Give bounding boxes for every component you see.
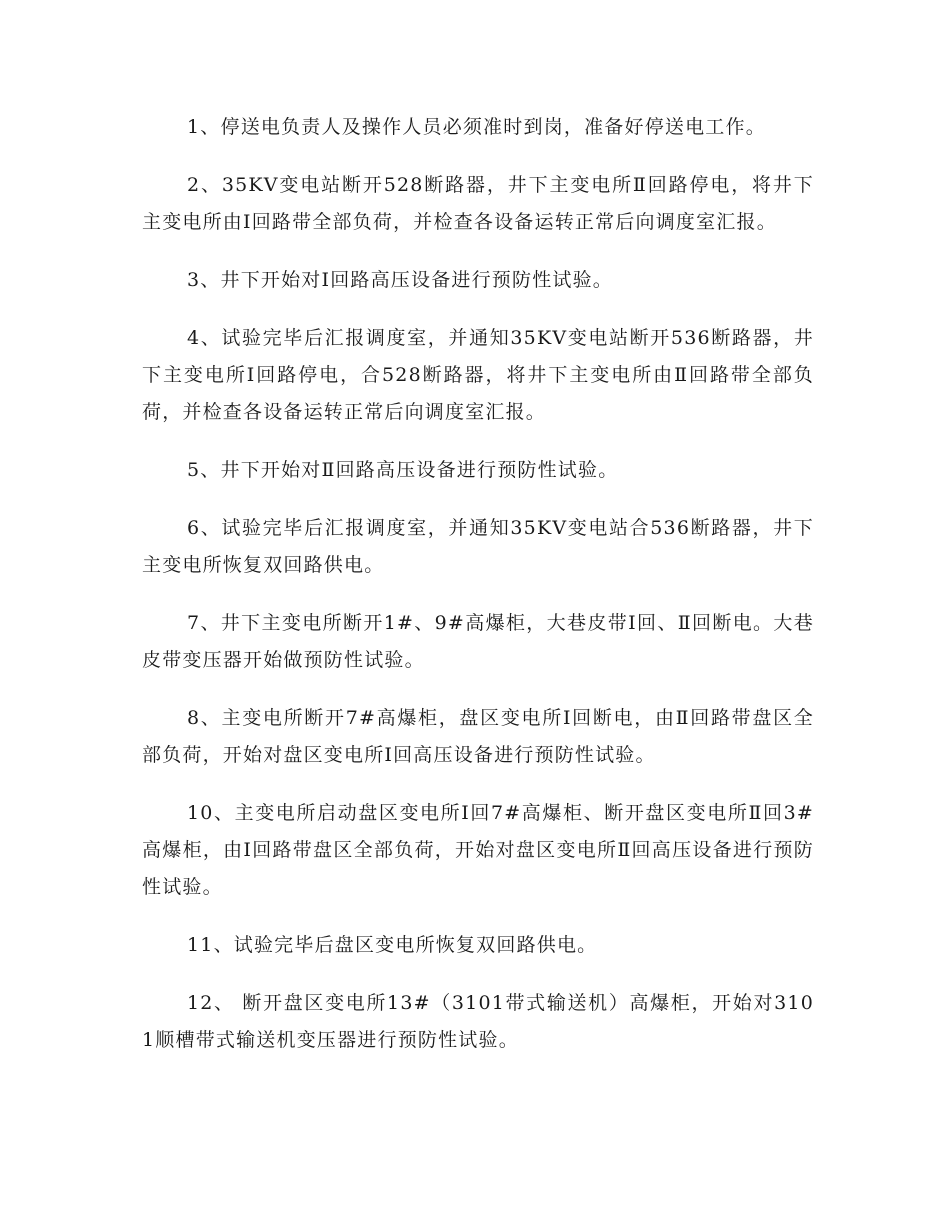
paragraph-2: 2、35KV变电站断开528断路器，井下主变电所Ⅱ回路停电，将井下主变电所由Ⅰ回路带全部负荷，并检查各设备运转正常后向调度室汇报。 [142,174,814,233]
paragraph-5: 5、井下开始对Ⅱ回路高压设备进行预防性试验。 [187,459,619,481]
paragraph-12: 12、 断开盘区变电所13#（3101带式输送机）高爆柜，开始对3101顺槽带式输送机变压器进行预防性试验。 [142,992,814,1051]
paragraph-6: 6、试验完毕后汇报调度室，并通知35KV变电站合536断路器，井下主变电所恢复双回路供电。 [142,517,814,576]
paragraph-11: 11、试验完毕后盘区变电所恢复双回路供电。 [187,934,598,956]
document-body [142,109,814,1080]
paragraph-3: 3、井下开始对Ⅰ回路高压设备进行预防性试验。 [187,269,613,291]
paragraph-1: 1、停送电负责人及操作人员必须准时到岗，准备好停送电工作。 [187,116,766,138]
paragraph-4: 4、试验完毕后汇报调度室，并通知35KV变电站断开536断路器，井下主变电所Ⅰ回路停电，合528断路器，将井下主变电所由Ⅱ回路带全部负荷，并检查各设备运转正常后向调度室汇报。 [142,327,814,423]
paragraph-10: 10、主变电所启动盘区变电所Ⅰ回7#高爆柜、断开盘区变电所Ⅱ回3#高爆柜，由Ⅰ回路带盘区全部负荷，开始对盘区变电所Ⅱ回高压设备进行预防性试验。 [142,802,814,898]
paragraph-7: 7、井下主变电所断开1#、9#高爆柜，大巷皮带Ⅰ回、Ⅱ回断电。大巷皮带变压器开始做预防性试验。 [142,612,814,671]
paragraph-8: 8、主变电所断开7#高爆柜，盘区变电所Ⅰ回断电，由Ⅱ回路带盘区全部负荷，开始对盘区变电所Ⅰ回高压设备进行预防性试验。 [142,707,814,766]
